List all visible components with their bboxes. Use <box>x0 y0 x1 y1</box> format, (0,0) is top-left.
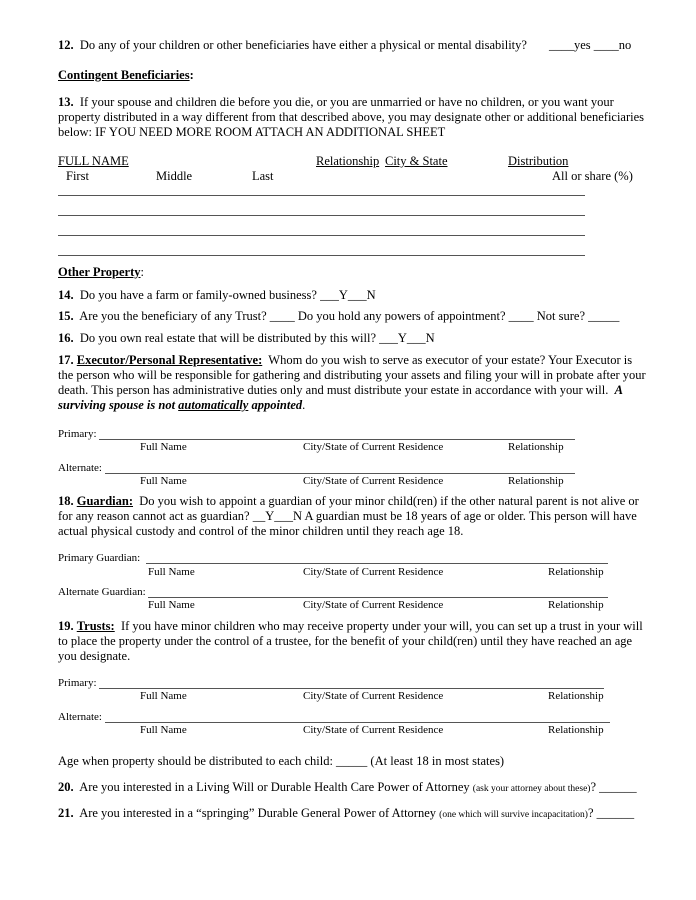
question-number: 19. <box>58 619 74 633</box>
label-full-name: Full Name <box>140 690 187 702</box>
question-text: Do any of your children or other beneficiaries have either a physical or mental disability? <box>79 38 527 52</box>
question-21 <box>58 806 634 823</box>
question-text: If you have minor children who may receive property under your will, you can set up a trust in your will to place the property under the control of a trustee, for the benefit of your child(ren) until they have reached an age you designate. <box>58 619 643 663</box>
question-20 <box>58 780 637 797</box>
emphasis-text: appointed <box>251 398 303 412</box>
label-relationship: Relationship <box>548 690 604 702</box>
label-full-name: Full Name <box>140 475 187 487</box>
question-text: If your spouse and children die before you die, or you are unmarried or have no children, or you want your property distributed in a way different from that described above, you may designate other or additional beneficiaries below: IF YOU NEED MORE ROOM ATTACH AN ADDITIONAL SHEET <box>58 95 645 139</box>
question-text: Are you the beneficiary of any Trust? ____ Do you hold any powers of appointment? ____ Not sure? _____ <box>79 309 620 323</box>
emphasis-underlined: automatically <box>178 398 249 412</box>
beneficiary-line[interactable] <box>58 215 585 216</box>
col-full-name: FULL NAME <box>58 154 129 168</box>
heading-colon: : <box>189 68 194 82</box>
heading-text: Contingent Beneficiaries <box>58 68 190 82</box>
beneficiary-line[interactable] <box>58 195 585 196</box>
label-relationship: Relationship <box>548 599 604 611</box>
question-number: 18. <box>58 494 74 508</box>
question-16 <box>58 331 435 346</box>
question-13 <box>58 95 648 140</box>
col-first: First <box>66 169 89 183</box>
col-last: Last <box>252 169 274 183</box>
question-number: 20. <box>58 780 74 794</box>
beneficiary-line[interactable] <box>58 235 585 236</box>
trustee-primary-label: Primary: <box>58 677 97 689</box>
question-note: (ask your attorney about these) <box>472 784 591 794</box>
heading-colon: : <box>140 265 144 279</box>
label-city-state: City/State of Current Residence <box>303 475 444 487</box>
heading-text: Other Property <box>58 265 141 279</box>
guardian-primary-label: Primary Guardian: <box>58 552 141 564</box>
label-full-name: Full Name <box>140 441 187 453</box>
question-number: 17. <box>58 353 74 367</box>
answer-blank[interactable]: ? ______ <box>587 806 635 820</box>
question-note: (one which will survive incapacitation) <box>439 810 588 820</box>
label-full-name: Full Name <box>148 599 195 611</box>
label-relationship: Relationship <box>548 566 604 578</box>
question-title: Guardian: <box>76 494 134 508</box>
question-text: Do you wish to appoint a guardian of your minor child(ren) if the other natural parent is not alive or for any reason cannot act as guardian? __Y___N A guardian must be 18 years of age or older. This person will have actual physical custody and control of the minor children until they reach age 18. <box>58 494 639 538</box>
question-text: Whom do you wish to serve as executor of your estate? Your Executor is the person who will be responsible for gathering and distributing your assets and filing your will in probate after your death. This person has administrative duties only and must distribute your estate in accordance with your will. <box>58 353 646 397</box>
question-14 <box>58 288 376 303</box>
executor-primary-label: Primary: <box>58 428 97 440</box>
emphasis-text: A surviving spouse is not <box>58 383 623 412</box>
label-relationship: Relationship <box>508 475 564 487</box>
question-17 <box>58 353 648 413</box>
question-number: 14. <box>58 288 74 302</box>
guardian-alternate-label: Alternate Guardian: <box>58 586 146 598</box>
question-number: 12. <box>58 38 74 52</box>
label-city-state: City/State of Current Residence <box>303 566 444 578</box>
question-number: 13. <box>58 95 74 109</box>
col-share: All or share (%) <box>552 169 633 183</box>
beneficiary-line[interactable] <box>58 255 585 256</box>
answer-blank[interactable]: ? ______ <box>590 780 637 794</box>
question-19 <box>58 619 648 664</box>
question-18 <box>58 494 648 539</box>
section-heading-other-property <box>58 265 144 280</box>
col-distribution: Distribution <box>508 154 569 168</box>
label-full-name: Full Name <box>148 566 195 578</box>
question-number: 21. <box>58 806 74 820</box>
question-number: 16. <box>58 331 74 345</box>
q12-answer[interactable]: ____yes ____no <box>549 38 632 52</box>
col-middle: Middle <box>156 169 193 183</box>
label-full-name: Full Name <box>140 724 187 736</box>
label-relationship: Relationship <box>548 724 604 736</box>
question-text: Do you have a farm or family-owned business? ___Y___N <box>79 288 376 302</box>
question-12 <box>58 38 527 53</box>
col-relationship: Relationship <box>316 154 380 168</box>
question-15 <box>58 309 619 324</box>
trustee-alternate-label: Alternate: <box>58 711 102 723</box>
label-city-state: City/State of Current Residence <box>303 441 444 453</box>
question-text: Are you interested in a Living Will or Durable Health Care Power of Attorney <box>79 780 470 794</box>
question-text: Are you interested in a “springing” Durable General Power of Attorney <box>79 806 437 820</box>
label-relationship: Relationship <box>508 441 564 453</box>
col-city-state: City & State <box>385 154 448 168</box>
question-title: Trusts: <box>76 619 115 633</box>
guardian-primary-line[interactable] <box>146 563 608 564</box>
question-text: Do you own real estate that will be distributed by this will? ___Y___N <box>79 331 435 345</box>
question-title: Executor/Personal Representative: <box>76 353 263 367</box>
label-city-state: City/State of Current Residence <box>303 599 444 611</box>
executor-alternate-label: Alternate: <box>58 462 102 474</box>
section-heading-contingent <box>58 68 194 83</box>
label-city-state: City/State of Current Residence <box>303 724 444 736</box>
period: . <box>302 398 306 412</box>
age-distribution-line[interactable]: Age when property should be distributed to each child: _____ (At least 18 in most states) <box>58 754 505 768</box>
question-number: 15. <box>58 309 74 323</box>
label-city-state: City/State of Current Residence <box>303 690 444 702</box>
